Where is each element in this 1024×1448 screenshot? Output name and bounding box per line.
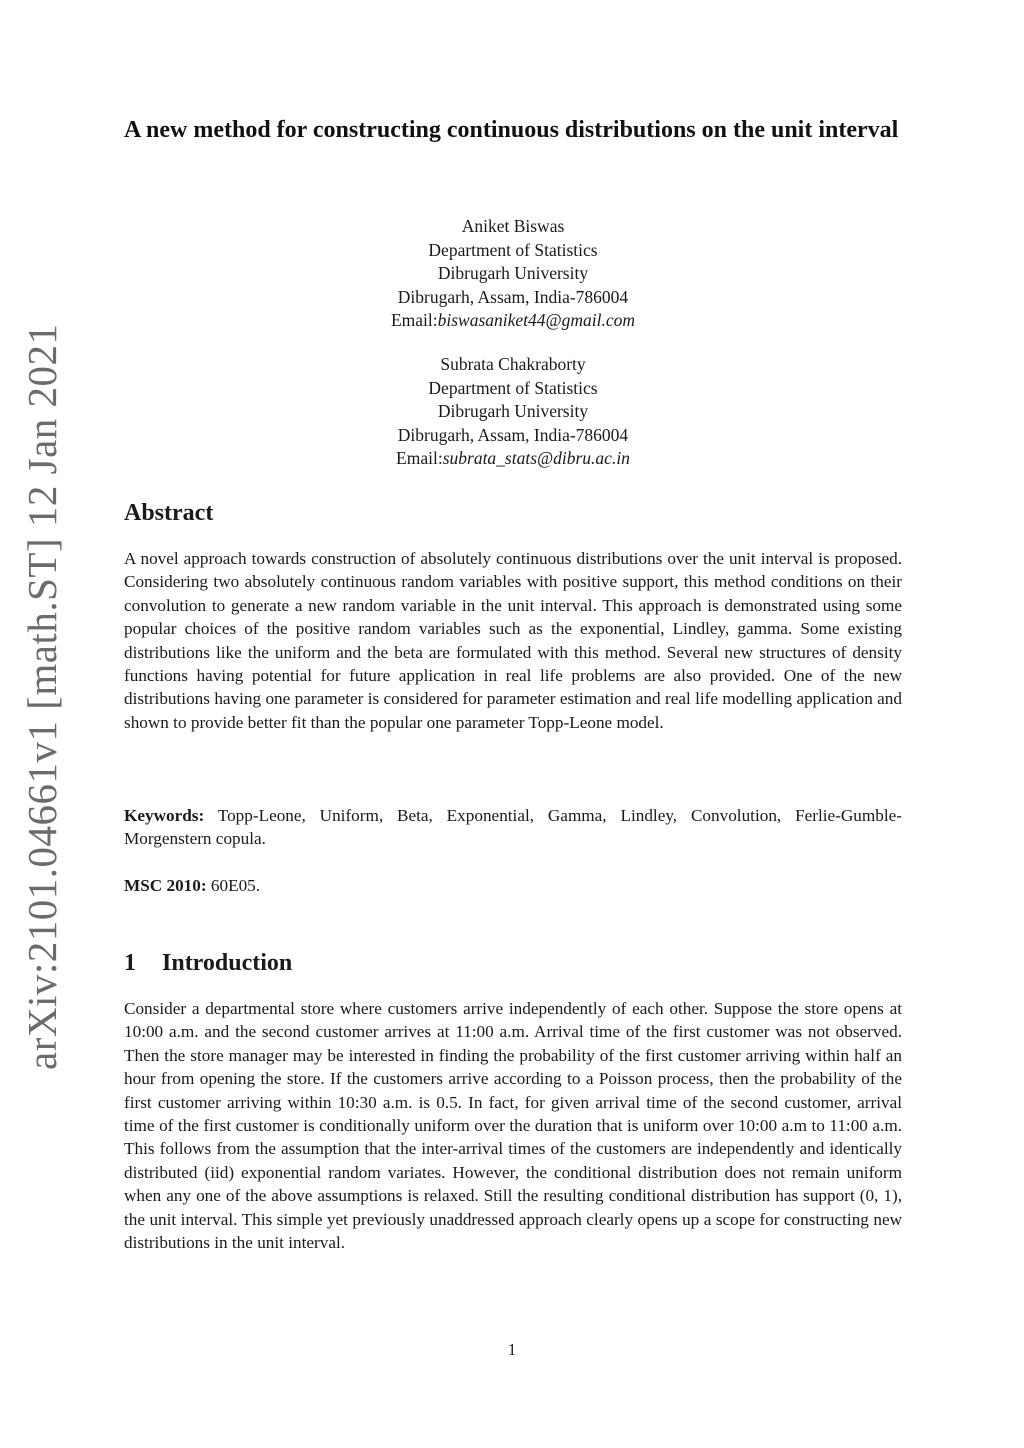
author-department: Department of Statistics — [428, 377, 598, 398]
keywords-label: Keywords: — [124, 806, 205, 825]
paper-title: A new method for constructing continuous distributions on the unit interval — [124, 117, 899, 143]
abstract-heading: Abstract — [124, 500, 214, 526]
section-title: Introduction — [162, 950, 293, 976]
author-name: Aniket Biswas — [461, 216, 565, 236]
msc-line — [124, 874, 902, 897]
author-block-1 — [124, 215, 902, 333]
page-number: 1 — [507, 1340, 517, 1359]
author-address: Dibrugarh, Assam, India-786004 — [397, 424, 629, 445]
author-email: subrata_stats@dibru.ac.in — [442, 448, 630, 468]
keywords-text: Topp-Leone, Uniform, Beta, Exponential, Gamma, Lindley, Convolution, Ferlie-Gumble- Morgenstern copula. — [124, 806, 902, 849]
arxiv-identifier: arXiv:2101.04661v1 [math.ST] 12 Jan 2021 — [19, 323, 65, 1070]
author-email-line — [124, 309, 902, 333]
msc-label: MSC 2010: — [124, 876, 207, 895]
keywords-line — [124, 804, 902, 851]
author-email: biswasaniket44@gmail.com — [437, 310, 636, 330]
author-email-label: Email: — [396, 448, 443, 468]
author-university: Dibrugarh University — [437, 263, 589, 283]
author-university: Dibrugarh University — [437, 401, 589, 421]
author-address: Dibrugarh, Assam, India-786004 — [397, 286, 629, 307]
introduction-heading — [124, 950, 292, 977]
section-number: 1 — [124, 950, 136, 976]
author-email-label: Email: — [390, 310, 438, 330]
author-name: Subrata Chakraborty — [440, 354, 586, 374]
author-department: Department of Statistics — [428, 239, 598, 260]
author-email-line — [124, 447, 902, 471]
author-block-2 — [124, 353, 902, 471]
introduction-text: Consider a departmental store where customers arrive independently of each other. Suppose the store opens at 10:00 a.m. and the second customer arrives at 11:00 a.m. Arrival time of the first customer was not observed. Then the store manager may be interested in finding the probability of the first customer arriving within half an hour from opening the store. If the customers arrive according to a Poisson process, then the probability of the first customer arriving within 10:30 a.m. is 0.5. In fact, for given arrival time of the second customer, arrival time of the first customer is conditionally uniform over the duration that is uniform over 10:00 a.m to 11:00 a.m. This follows from the assumption that the inter-arrival times of the customers are independently and identically distributed (iid) exponential random variates. However, the conditional distribution does not remain uniform when any one of the above assumptions is relaxed. Still the resulting conditional distribution has support (0, 1), the unit interval. This simple yet previously unaddressed approach clearly opens up a scope for constructing new distributions in the unit interval. — [124, 999, 902, 1253]
msc-text: 60E05. — [210, 876, 261, 895]
abstract-text: A novel approach towards construction of absolutely continuous distributions over the unit interval is proposed. Considering two absolutely continuous random variables with positive support, this method conditions on their convolution to generate a new random variable in the unit interval. This approach is demonstrated using some popular choices of the positive random variables such as the exponential, Lindley, gamma. Some existing distributions like the uniform and the beta are formulated with this method. Several new structures of density functions having potential for future application in real life problems are also provided. One of the new distributions having one parameter is considered for parameter estimation and real life modelling application and shown to provide better fit than the popular one parameter Topp-Leone model. — [124, 549, 902, 732]
